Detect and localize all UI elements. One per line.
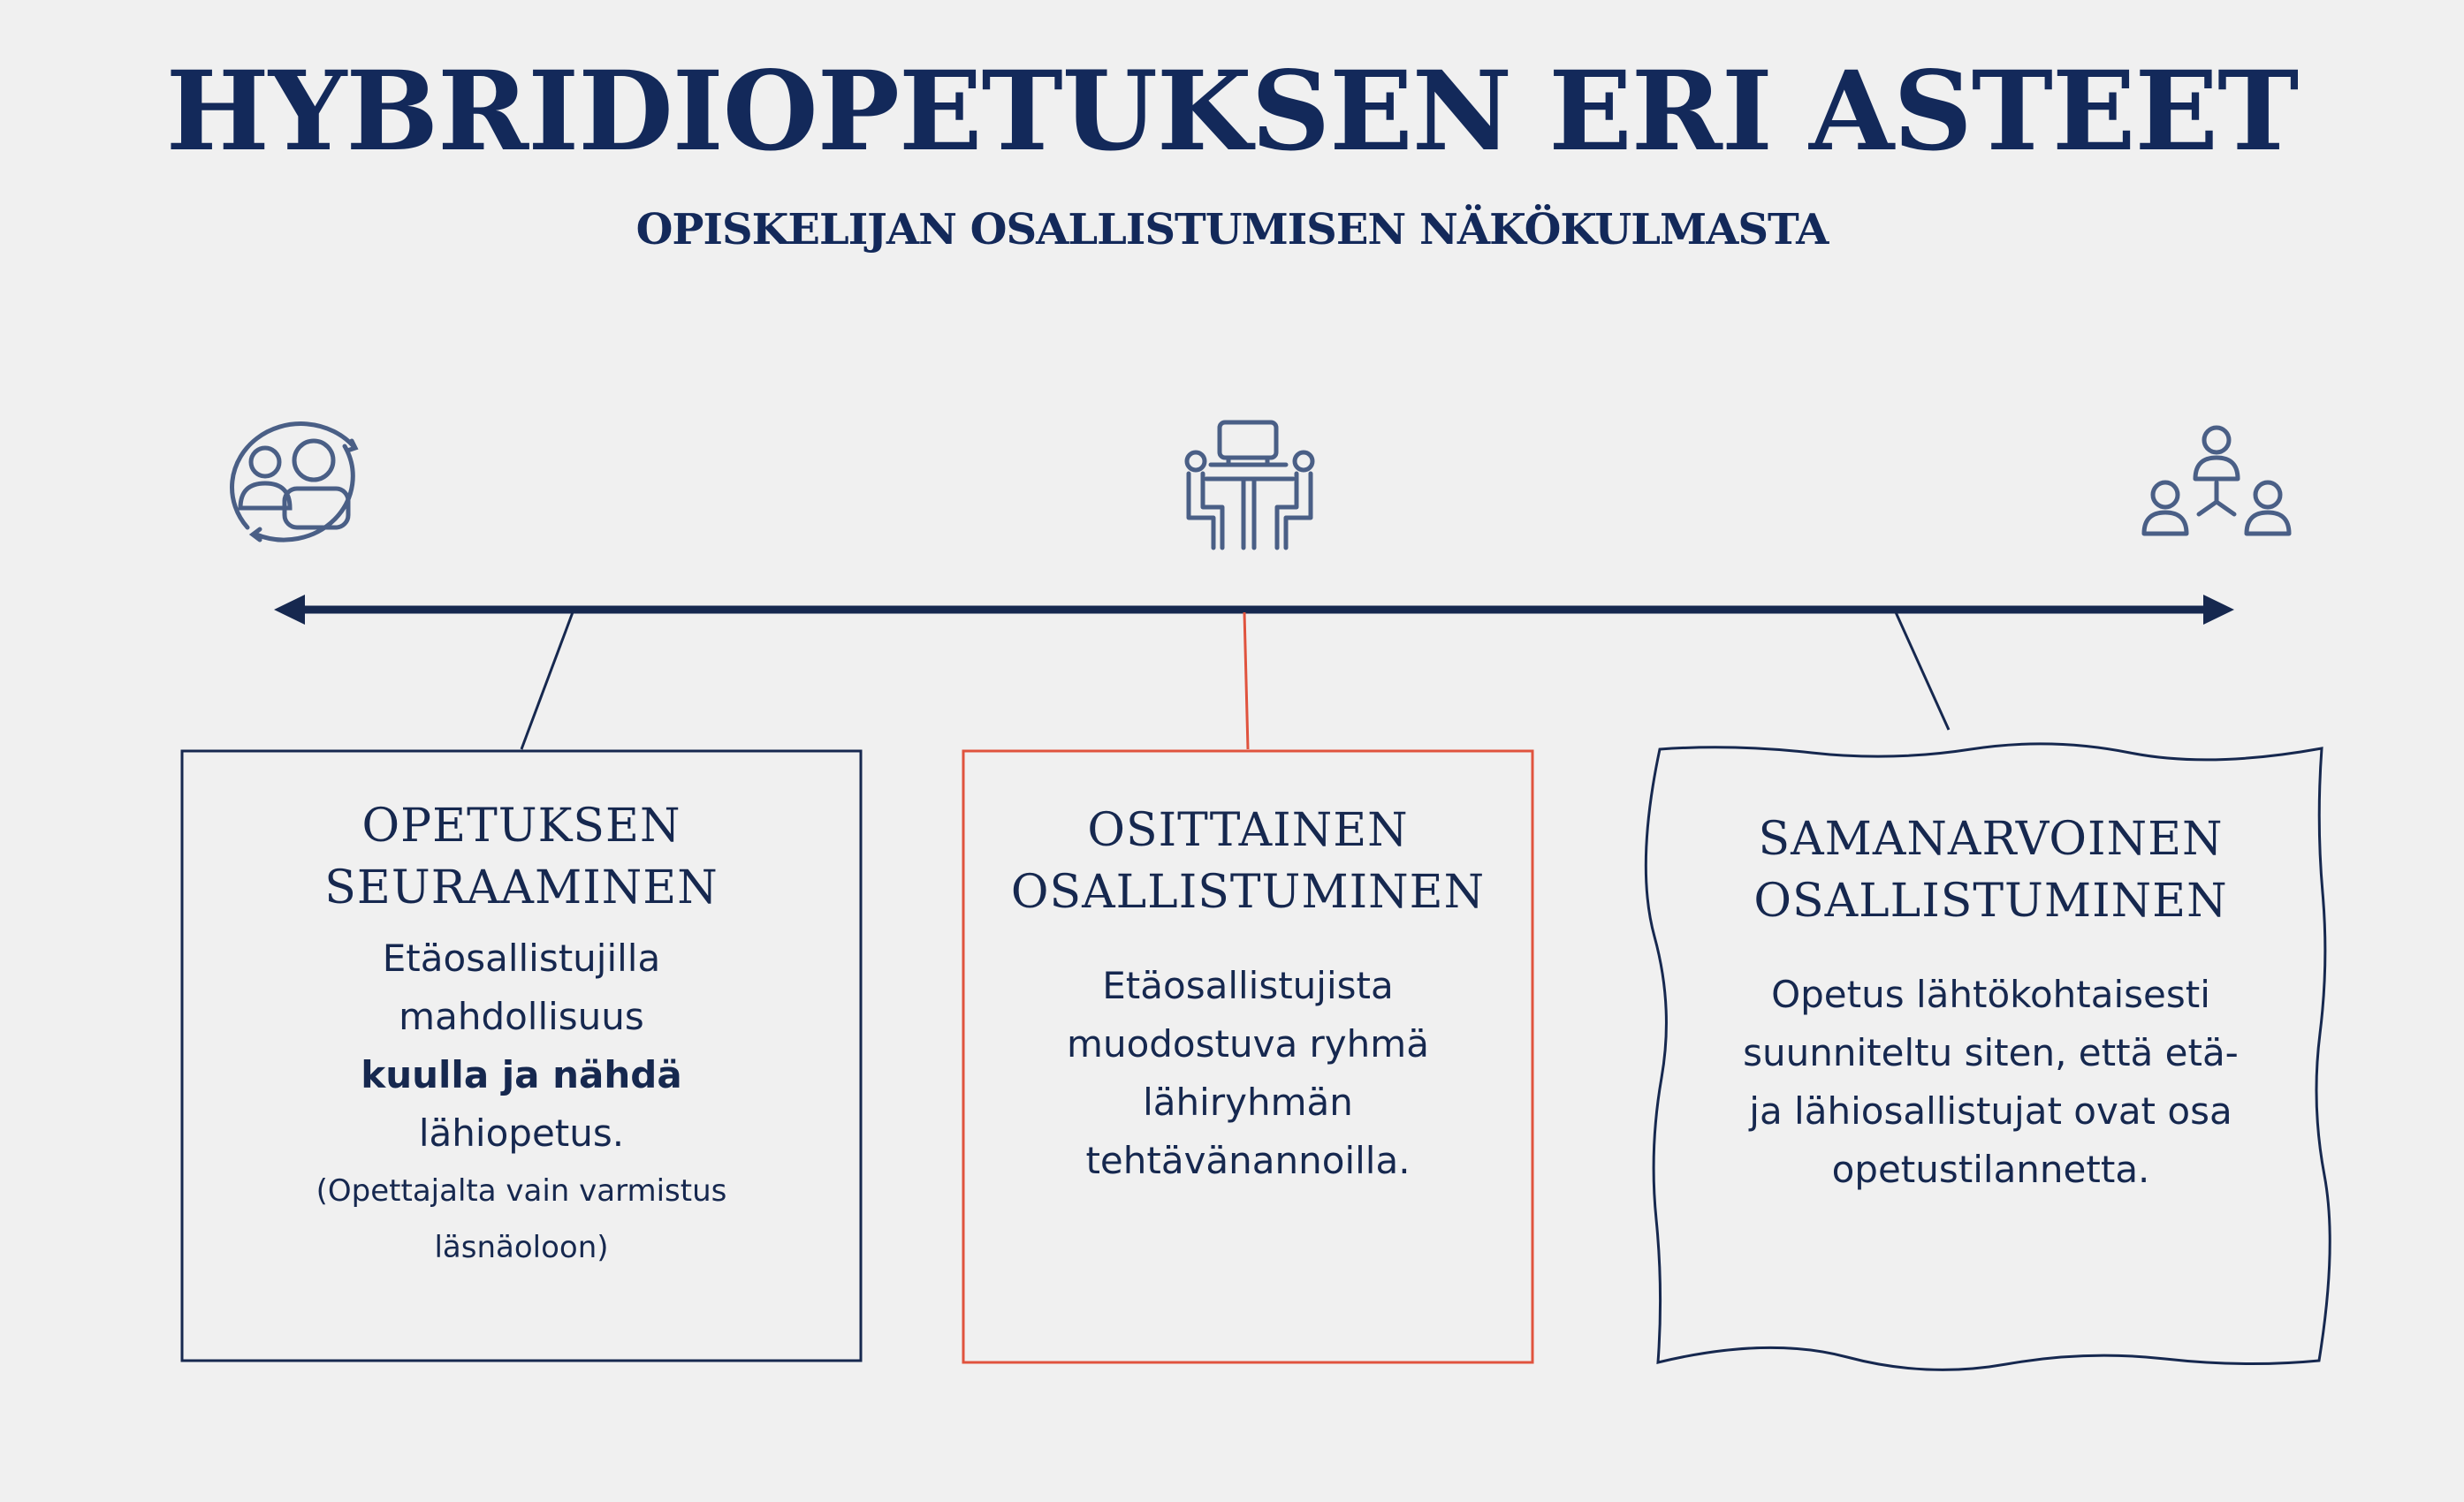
left-connector (521, 612, 573, 749)
right-box-desc-line4: opetustilannetta. (1831, 1148, 2150, 1191)
middle-box (968, 800, 1528, 1190)
group-circle-icon (221, 420, 371, 552)
middle-box-desc-line1: Etäosallistujista (1102, 964, 1394, 1007)
right-box (1670, 808, 2311, 1199)
axis-right-arrowhead (2203, 595, 2234, 625)
left-box (191, 795, 852, 1276)
middle-box-desc-line4: tehtävänannoilla. (1085, 1139, 1411, 1182)
left-box-note-line2: läsnäoloon) (434, 1230, 609, 1265)
right-connector (1896, 612, 1949, 730)
middle-box-desc-line2: muodostuva ryhmä (1067, 1022, 1429, 1066)
page-title: HYBRIDIOPETUKSEN ERI ASTEET (165, 48, 2299, 176)
right-box-title-line2: OSALLISTUMINEN (1753, 875, 2228, 928)
left-box-title-line1: OPETUKSEN (361, 800, 681, 853)
left-box-desc-line4: lähiopetus. (418, 1111, 625, 1155)
left-box-desc-bold: kuulla ja nähdä (361, 1053, 682, 1096)
right-box-title-line1: SAMANARVOINEN (1758, 813, 2224, 866)
middle-connector (1244, 612, 1248, 749)
middle-box-title-line2: OSALLISTUMINEN (1010, 866, 1486, 919)
left-box-desc-line2: mahdollisuus (399, 995, 644, 1038)
right-box-desc-line3: ja lähiosallistujat ovat osa (1749, 1089, 2232, 1133)
right-box-desc-line1: Opetus lähtökohtaisesti (1771, 973, 2210, 1016)
network-people-icon (2137, 415, 2296, 548)
middle-box-desc-line3: lähiryhmän (1143, 1081, 1353, 1124)
middle-box-title-line1: OSITTAINEN (1087, 804, 1409, 857)
right-box-desc-line2: suunniteltu siten, että etä- (1743, 1031, 2239, 1074)
axis-left-arrowhead (274, 595, 305, 625)
page-subtitle: OPISKELIJAN OSALLISTUMISEN NÄKÖKULMASTA (635, 205, 1829, 254)
left-box-note-line1: (Opettajalta vain varmistus (316, 1173, 727, 1209)
people-at-table-icon (1180, 415, 1321, 557)
left-box-desc-line1: Etäosallistujilla (382, 937, 661, 980)
left-box-title-line2: SEURAAMINEN (324, 861, 719, 914)
